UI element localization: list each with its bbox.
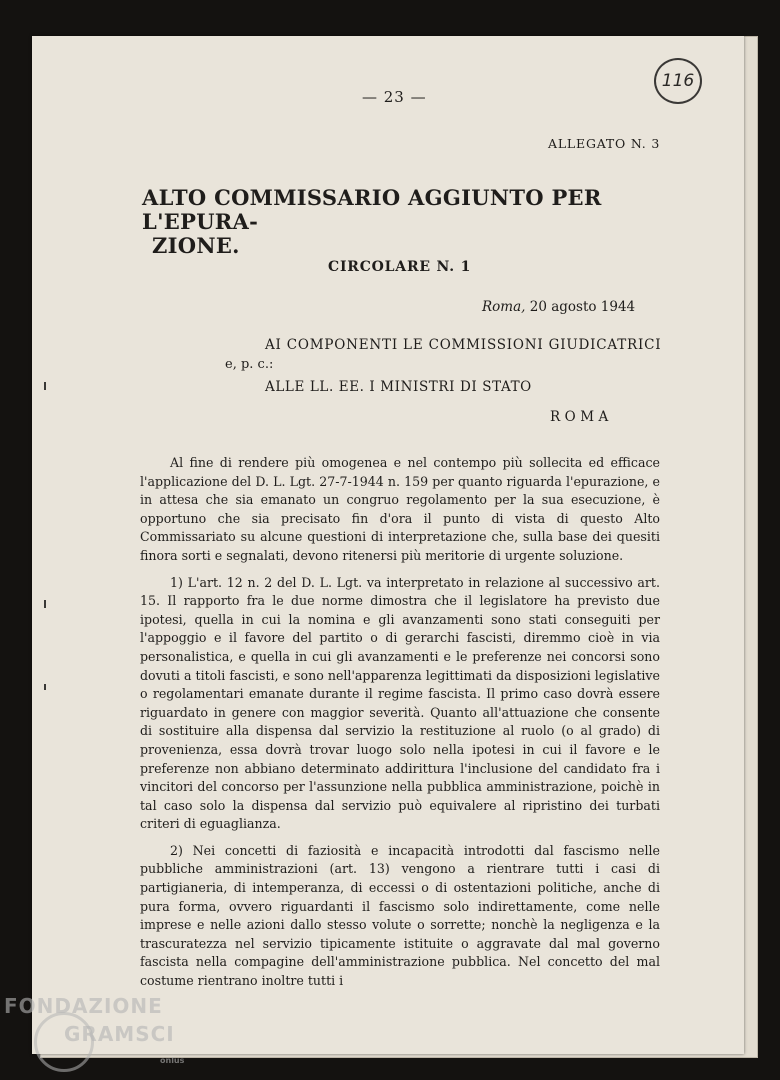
date-value: 20 agosto 1944 [529, 299, 636, 315]
addressee-city: ROMA [550, 409, 613, 425]
paragraph-intro: Al fine di rendere più omogenea e nel contempo più sollecita ed efficace l'applicazione del D. L. Lgt. 27-7-1944 n. 159 per quanto riguarda l'epurazione, e in attesa che sia emanato un congruo regolamento per la sua esecuzione, è opportuno che sia precisato fin d'ora il punto di vista di questo Alto Commissariato su alcune questioni di interpretazione che, sulla base dei quesiti finora sorti e segnalati, devono ritenersi più meritorie di urgente soluzione. [140, 455, 660, 563]
scan-mark [44, 382, 46, 390]
paragraph-2: 2) Nei concetti di faziosità e incapacità introdotti dal fascismo nelle pubbliche amministrazioni (art. 13) vengono a rientrare tutti i casi di partigianeria, di intemperanza, di eccessi o di ostentazioni politiche, anche di pura forma, ovvero riguardanti il fascismo solo indirettamente, come nelle imprese e nelle azioni dallo stesso volute o sorrette; nonchè la negligenza e la trascuratezza nel servizio tipicamente istituite o aggravate dal mal governo fascista nella compagine dell'amministrazione pubblica. Nel concetto del mal costume rientrano inoltre tutti i [140, 842, 660, 989]
addressee-secondary: ALLE LL. EE. I MINISTRI DI STATO [265, 379, 532, 395]
document-title [142, 186, 682, 258]
watermark-onlus: onlus [160, 1056, 185, 1065]
circular-body [140, 454, 660, 999]
date-line [482, 299, 635, 315]
scan-mark [44, 684, 46, 690]
archive-number-stamp: 116 [654, 58, 702, 104]
allegato-label: ALLEGATO N. 3 [548, 136, 661, 151]
archive-watermark [4, 994, 185, 1065]
addressee-primary: AI COMPONENTI LE COMMISSIONI GIUDICATRICI [265, 337, 662, 353]
circolare-heading: CIRCOLARE N. 1 [328, 259, 472, 275]
page-number: — 23 — [362, 88, 427, 106]
title-line-2: ZIONE. [152, 233, 240, 258]
paragraph-1: 1) L'art. 12 n. 2 del D. L. Lgt. va interpretato in relazione al successivo art. 15. Il rapporto fra le due norme dimostra che il legislatore ha previsto due ipotesi, quella in cui la nomina e gli avanzamenti sono stati conseguiti per l'appoggio e il favore del partito o di gerarchi fascisti, diremmo cioè in via personalistica, e quella in cui gli avanzamenti e le preferenze nei concorsi sono dovuti a titoli fascisti, e sono nell'apparenza legittimati da disposizioni legislative o regolamentari emanate durante il regime fascista. Il primo caso dovrà essere riguardato in genere con maggior severità. Quanto all'attuazione che consente di sostituire alla dispensa dal servizio la restituzione al ruolo (o al grado) di provenienza, essa dovrà trovar luogo solo nella ipotesi in cui il favore e le preferenze non abbiano determinato addirittura l'inclusione del candidato fra i vincitori del concorso per l'assunzione nella pubblica amministrazione, poichè in tal caso solo la dispensa dal servizio può equivalere al ripristino dei turbati criteri di eguaglianza. [140, 574, 660, 832]
title-line-1: ALTO COMMISSARIO AGGIUNTO PER L'EPURA- [142, 185, 602, 234]
watermark-line-1: FONDAZIONE [4, 994, 163, 1018]
epc-label: e, p. c.: [225, 357, 274, 372]
scan-mark [44, 600, 46, 608]
date-place: Roma, [482, 299, 526, 315]
document-page [32, 36, 744, 1054]
watermark-line-2: GRAMSCI [64, 1022, 175, 1046]
